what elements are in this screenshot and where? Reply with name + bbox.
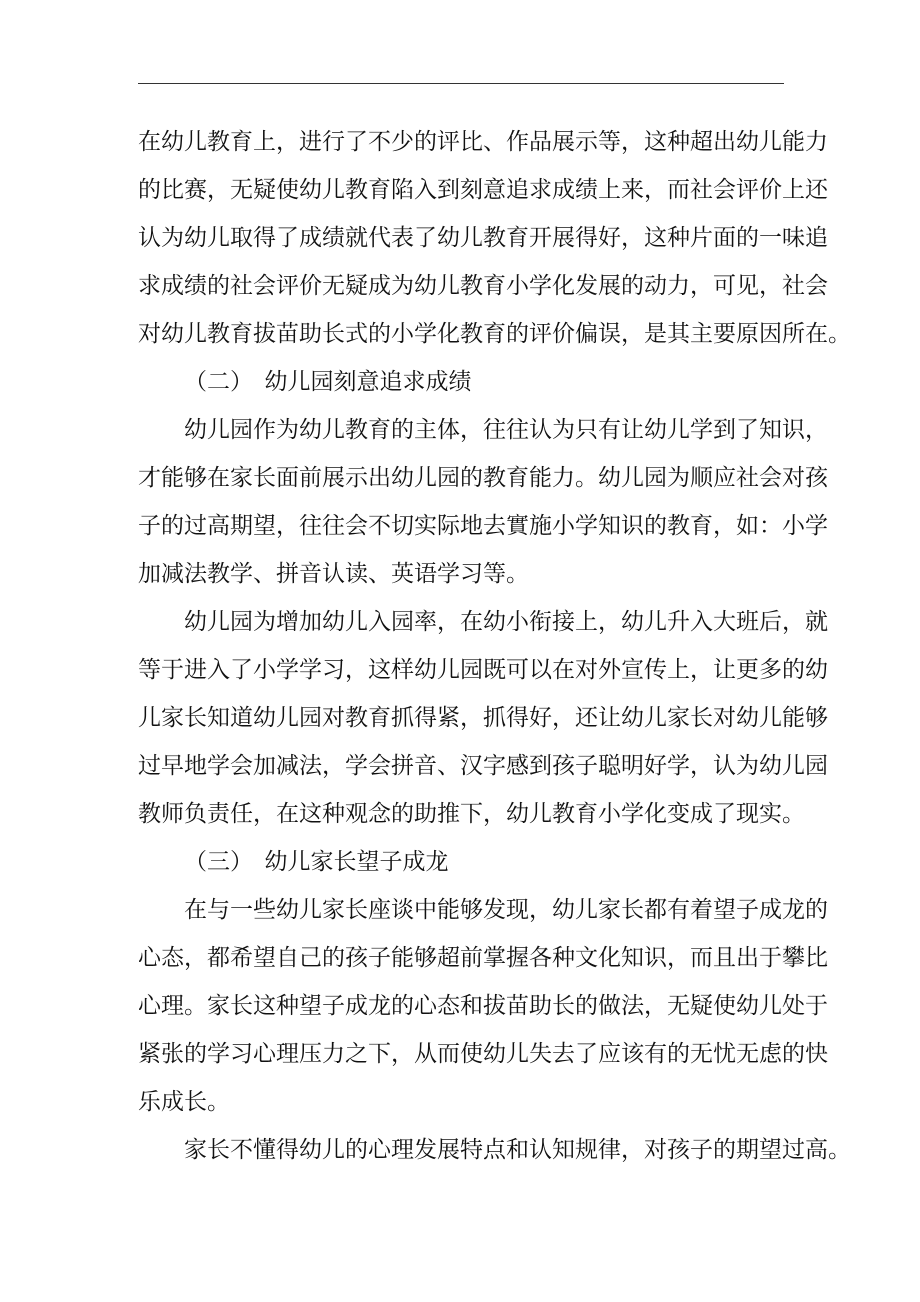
text-line: 家长不懂得幼儿的心理发展特点和认知规律，对孩子的期望过高。	[184, 1137, 851, 1163]
text-line: 求成绩的社会评价无疑成为幼儿教育小学化发展的动力，可见，社会	[138, 273, 828, 299]
text-line: 对幼儿教育拔苗助长式的小学化教育的评价偏误，是其主要原因所在。	[138, 321, 851, 347]
text-line: 教师负责任，在这种观念的助推下，幼儿教育小学化变成了现实。	[138, 801, 805, 827]
text-line: 乐成长。	[138, 1089, 230, 1115]
text-line: 的比赛，无疑使幼儿教育陷入到刻意追求成绩上来，而社会评价上还	[138, 177, 828, 203]
text-line: 等于进入了小学学习，这样幼儿园既可以在对外宣传上，让更多的幼	[138, 657, 828, 683]
text-line: 儿家长知道幼儿园对教育抓得紧，抓得好，还让幼儿家长对幼儿能够	[138, 705, 828, 731]
text-line: 加减法教学、拼音认读、英语学习等。	[138, 561, 529, 587]
text-line: 在幼儿教育上，进行了不少的评比、作品展示等，这种超出幼儿能力	[138, 129, 828, 155]
text-line: 认为幼儿取得了成绩就代表了幼儿教育开展得好，这种片面的一味追	[138, 225, 828, 251]
body-text	[138, 118, 851, 1174]
section-heading: （二） 幼儿园刻意追求成绩	[184, 369, 472, 395]
text-line: 才能够在家长面前展示出幼儿园的教育能力。幼儿园为顺应社会对孩	[138, 465, 828, 491]
text-line: 在与一些幼儿家长座谈中能够发现，幼儿家长都有着望子成龙的	[184, 897, 828, 923]
header-rule	[138, 83, 784, 84]
text-line: 幼儿园为增加幼儿入园率，在幼小衔接上，幼儿升入大班后，就	[184, 609, 828, 635]
text-line: 过早地学会加减法，学会拼音、汉字感到孩子聪明好学，认为幼儿园	[138, 753, 828, 779]
text-line: 心理。家长这种望子成龙的心态和拔苗助长的做法，无疑使幼儿处于	[138, 993, 828, 1019]
section-heading: （三） 幼儿家长望子成龙	[184, 849, 449, 875]
text-line: 心态，都希望自己的孩子能够超前掌握各种文化知识，而且出于攀比	[138, 945, 828, 971]
text-line: 紧张的学习心理压力之下，从而使幼儿失去了应该有的无忧无虑的快	[138, 1041, 828, 1067]
text-line: 幼儿园作为幼儿教育的主体，往往认为只有让幼儿学到了知识，	[184, 417, 828, 443]
text-line: 子的过高期望，往往会不切实际地去實施小学知识的教育，如：小学	[138, 513, 828, 539]
